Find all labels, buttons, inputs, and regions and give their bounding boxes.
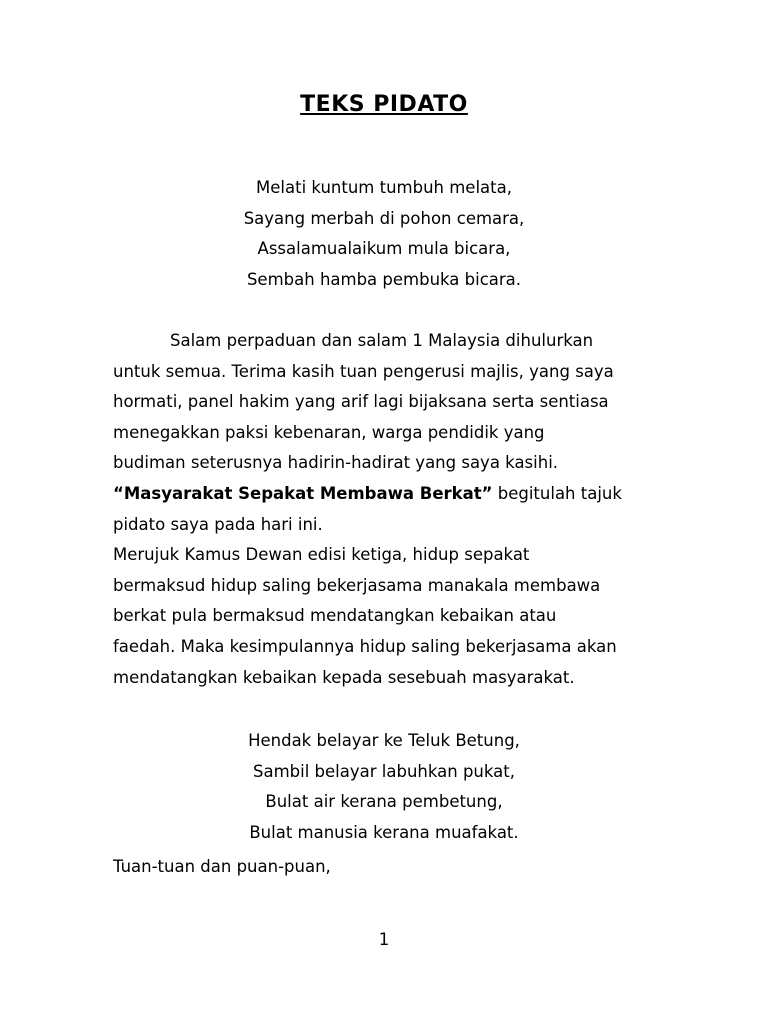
speech-topic: “Masyarakat Sepakat Membawa Berkat” — [113, 483, 493, 503]
pantun-line: Sembah hamba pembuka bicara. — [246, 269, 522, 289]
paragraph-line: Salam perpaduan dan salam 1 Malaysia dihulurkan — [170, 331, 594, 350]
pantun-line: Sambil belayar labuhkan pukat, — [253, 761, 515, 781]
paragraph-line: menegakkan paksi kebenaran, warga pendidik yang — [113, 422, 545, 442]
pantun-line: Bulat air kerana pembetung, — [265, 792, 503, 811]
paragraph-line: faedah. Maka kesimpulannya hidup saling bekerjasama akan — [113, 636, 617, 656]
pantun-line: Assalamualaikum mula bicara, — [257, 239, 511, 258]
topic-line — [113, 479, 673, 510]
document-title: TEKS PIDATO — [300, 92, 468, 117]
topic-rest: begitulah tajuk — [492, 483, 622, 503]
paragraph-line: Merujuk Kamus Dewan edisi ketiga, hidup sepakat — [113, 545, 530, 565]
pantun-line: Bulat manusia kerana muafakat. — [249, 822, 519, 842]
paragraph-line: mendatangkan kebaikan kepada sesebuah masyarakat. — [113, 667, 575, 687]
closing-line: Tuan-tuan dan puan-puan, — [113, 857, 331, 876]
middle-pantun — [0, 726, 768, 848]
pantun-line: Hendak belayar ke Teluk Betung, — [248, 731, 520, 750]
paragraph-line: bermaksud hidup saling bekerjasama manakala membawa — [113, 575, 601, 595]
page-number: 1 — [378, 930, 390, 949]
pantun-line: Sayang merbah di pohon cemara, — [243, 208, 525, 228]
speech-body — [113, 326, 673, 693]
paragraph-line: budiman seterusnya hadirin-hadirat yang saya kasihi. — [113, 453, 559, 473]
paragraph-line: hormati, panel hakim yang arif lagi bijaksana serta sentiasa — [113, 392, 609, 412]
pantun-line: Melati kuntum tumbuh melata, — [256, 178, 512, 197]
paragraph-line: untuk semua. Terima kasih tuan pengerusi majlis, yang saya — [113, 361, 614, 381]
paragraph-line: berkat pula bermaksud mendatangkan kebaikan atau — [113, 606, 557, 626]
paragraph-line: pidato saya pada hari ini. — [113, 514, 323, 534]
opening-pantun — [0, 173, 768, 295]
